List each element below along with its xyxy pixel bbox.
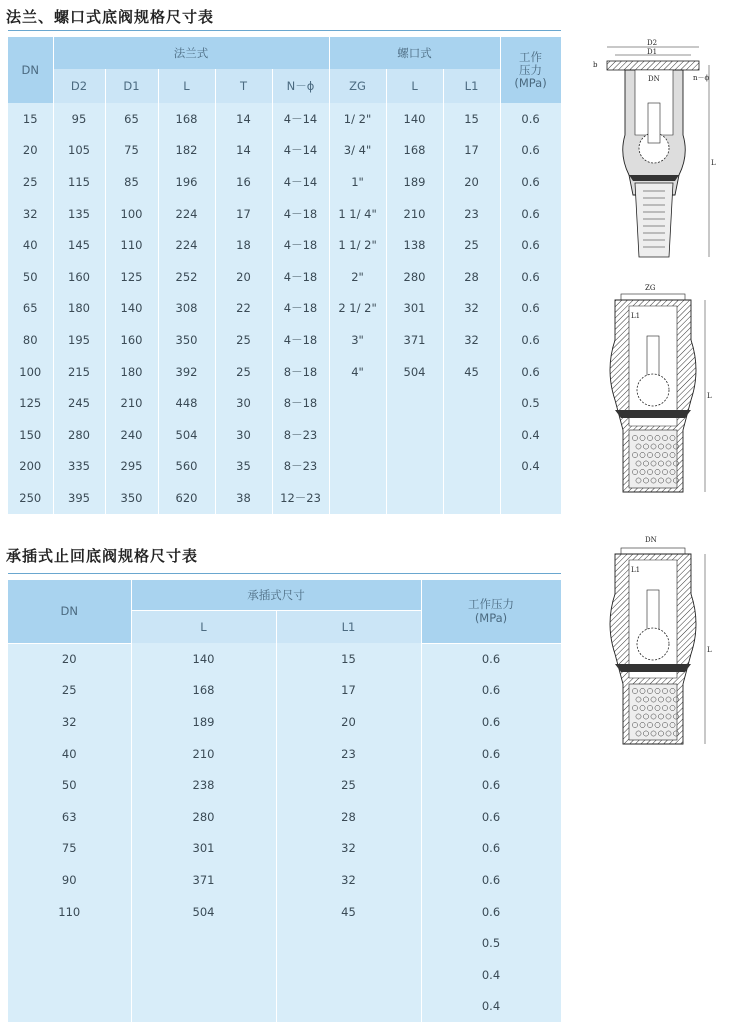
table-cell-l1 <box>276 991 421 1023</box>
table-cell-n: 4－14 <box>272 103 329 135</box>
table-cell-dn: 40 <box>8 738 131 770</box>
table-cell-t: 14 <box>215 135 272 167</box>
table-cell-n: 8－23 <box>272 451 329 483</box>
socket-l1-label: L1 <box>631 566 641 574</box>
flange-d1-label: D1 <box>647 48 658 56</box>
table-row <box>8 419 561 451</box>
table-cell-t: 35 <box>215 451 272 483</box>
table-cell-dn: 25 <box>8 166 53 198</box>
thread-valve-diagram <box>585 280 725 500</box>
table-cell-l: 280 <box>131 801 276 833</box>
table-cell-zg: 1 1/ 4" <box>329 198 386 230</box>
table-cell-t: 16 <box>215 166 272 198</box>
table-cell-p: 0.6 <box>421 864 561 896</box>
table-cell-d1: 160 <box>105 324 158 356</box>
section2-title: 承插式止回底阀规格尺寸表 <box>6 547 199 565</box>
table-cell-tl1: 28 <box>443 261 500 293</box>
header2-socket-group: 承插式尺寸 <box>131 580 421 610</box>
table-cell-p: 0.6 <box>500 229 561 261</box>
table-cell-tl: 168 <box>386 135 443 167</box>
table-cell-p: 0.6 <box>421 643 561 675</box>
table-cell-d1: 110 <box>105 229 158 261</box>
table-cell-p: 0.6 <box>500 166 561 198</box>
table-cell-l1: 28 <box>276 801 421 833</box>
socket-valve-diagram <box>585 528 725 753</box>
table-cell-tl <box>386 482 443 514</box>
table-cell-tl1 <box>443 451 500 483</box>
table-cell-dn: 32 <box>8 706 131 738</box>
thread-zg-label: ZG <box>645 284 656 292</box>
table-cell-tl <box>386 419 443 451</box>
table-cell-l <box>131 991 276 1023</box>
table-cell-n: 4－18 <box>272 261 329 293</box>
table-cell-p: 0.6 <box>500 356 561 388</box>
table-cell-l1 <box>276 927 421 959</box>
table-cell-d1: 210 <box>105 387 158 419</box>
table-row <box>8 387 561 419</box>
table-cell-d1: 295 <box>105 451 158 483</box>
table-row <box>8 927 561 959</box>
table-cell-tl: 371 <box>386 324 443 356</box>
table-cell-tl1: 15 <box>443 103 500 135</box>
table-cell-d2: 395 <box>53 482 105 514</box>
table-cell-tl1: 17 <box>443 135 500 167</box>
header-thread-group: 螺口式 <box>329 37 500 69</box>
header2-pressure-unit: (MPa) <box>474 611 508 626</box>
table-cell-n: 4－14 <box>272 166 329 198</box>
table-cell-d2: 215 <box>53 356 105 388</box>
table-cell-l <box>131 959 276 991</box>
table-row <box>8 135 561 167</box>
table-cell-l: 238 <box>131 769 276 801</box>
table-cell-l1: 15 <box>276 643 421 675</box>
table-row <box>8 166 561 198</box>
header-thread-col: ZG <box>329 69 386 103</box>
table-cell-n: 8－18 <box>272 387 329 419</box>
table-cell-l1: 25 <box>276 769 421 801</box>
header-dn: DN <box>8 37 53 103</box>
table-cell-d2: 95 <box>53 103 105 135</box>
table-row <box>8 261 561 293</box>
table-cell-l1: 45 <box>276 896 421 928</box>
table-cell-dn: 40 <box>8 229 53 261</box>
table-cell-dn: 20 <box>8 135 53 167</box>
header2-col: L <box>131 610 276 643</box>
table-cell-d1: 75 <box>105 135 158 167</box>
table-cell-zg: 1/ 2" <box>329 103 386 135</box>
table-cell-p: 0.6 <box>500 293 561 325</box>
header-pressure <box>500 37 561 103</box>
table-row <box>8 769 561 801</box>
table-cell-n: 4－18 <box>272 198 329 230</box>
header-flange-col: D1 <box>105 69 158 103</box>
table-cell-t: 25 <box>215 356 272 388</box>
table-cell-l: 448 <box>158 387 215 419</box>
table-cell-tl: 138 <box>386 229 443 261</box>
table-cell-tl1 <box>443 482 500 514</box>
table-row <box>8 675 561 707</box>
table-cell-d2: 280 <box>53 419 105 451</box>
table-cell-l: 504 <box>131 896 276 928</box>
table-cell-p: 0.6 <box>500 103 561 135</box>
header-thread-col: L <box>386 69 443 103</box>
table-cell-d1: 140 <box>105 293 158 325</box>
flange-b-label: b <box>593 61 598 69</box>
table-cell-tl1: 25 <box>443 229 500 261</box>
table-cell-d2: 145 <box>53 229 105 261</box>
table-cell-t: 22 <box>215 293 272 325</box>
flange-d2-label: D2 <box>647 39 658 47</box>
table-cell-dn: 15 <box>8 103 53 135</box>
table-cell-t: 20 <box>215 261 272 293</box>
table-cell-zg <box>329 482 386 514</box>
table-cell-n: 8－23 <box>272 419 329 451</box>
table-cell-dn: 63 <box>8 801 131 833</box>
table-cell-p: 0.4 <box>500 451 561 483</box>
table-cell-dn <box>8 927 131 959</box>
table-cell-tl <box>386 387 443 419</box>
table-cell-l: 189 <box>131 706 276 738</box>
table-cell-d1: 240 <box>105 419 158 451</box>
table-cell-tl1: 20 <box>443 166 500 198</box>
table-cell-t: 30 <box>215 387 272 419</box>
table-row <box>8 356 561 388</box>
table-cell-dn: 65 <box>8 293 53 325</box>
table-cell-dn: 200 <box>8 451 53 483</box>
table-cell-l: 560 <box>158 451 215 483</box>
table-cell-t: 14 <box>215 103 272 135</box>
table-cell-tl1: 32 <box>443 293 500 325</box>
header-flange-col: D2 <box>53 69 105 103</box>
table-cell-zg: 1" <box>329 166 386 198</box>
table-cell-p: 0.6 <box>421 833 561 865</box>
header-thread-col: L1 <box>443 69 500 103</box>
table-cell-n: 4－18 <box>272 324 329 356</box>
table-cell-l: 371 <box>131 864 276 896</box>
table-cell-dn: 32 <box>8 198 53 230</box>
table-cell-p: 0.6 <box>421 738 561 770</box>
socket-l-label: L <box>707 646 712 654</box>
table-cell-p: 0.6 <box>500 261 561 293</box>
table-row <box>8 991 561 1023</box>
table-cell-dn <box>8 959 131 991</box>
table-cell-l1: 32 <box>276 864 421 896</box>
section2-rule <box>8 573 561 574</box>
table-cell-n: 4－14 <box>272 135 329 167</box>
table-cell-d2: 335 <box>53 451 105 483</box>
table-row <box>8 482 561 514</box>
table-cell-dn: 80 <box>8 324 53 356</box>
table-cell-tl1 <box>443 387 500 419</box>
table-cell-l: 308 <box>158 293 215 325</box>
table-row <box>8 229 561 261</box>
table-cell-d1: 65 <box>105 103 158 135</box>
table-cell-t: 25 <box>215 324 272 356</box>
table-cell-zg <box>329 451 386 483</box>
thread-l1-label: L1 <box>631 312 641 320</box>
table-row <box>8 833 561 865</box>
table-cell-zg <box>329 387 386 419</box>
table-cell-p: 0.6 <box>500 135 561 167</box>
table-cell-l: 252 <box>158 261 215 293</box>
header2-pressure <box>421 580 561 643</box>
flange-dn-label: DN <box>648 75 660 83</box>
table-cell-p: 0.6 <box>421 801 561 833</box>
table-cell-d1: 100 <box>105 198 158 230</box>
table-cell-l: 301 <box>131 833 276 865</box>
table-cell-l: 182 <box>158 135 215 167</box>
table-cell-p: 0.4 <box>421 991 561 1023</box>
header2-dn: DN <box>8 580 131 643</box>
header2-pressure-label: 工作压力 <box>468 597 514 612</box>
table-cell-d1: 125 <box>105 261 158 293</box>
table-row <box>8 959 561 991</box>
table-cell-l: 504 <box>158 419 215 451</box>
table-row <box>8 324 561 356</box>
table-cell-l1: 23 <box>276 738 421 770</box>
section1-title: 法兰、螺口式底阀规格尺寸表 <box>6 8 215 26</box>
header-flange-col: N－ϕ <box>272 69 329 103</box>
table-cell-d2: 115 <box>53 166 105 198</box>
table-cell-t: 38 <box>215 482 272 514</box>
table-cell-p: 0.4 <box>500 419 561 451</box>
table-cell-tl: 301 <box>386 293 443 325</box>
table-row <box>8 451 561 483</box>
table-cell-dn: 50 <box>8 769 131 801</box>
table-cell-l1: 20 <box>276 706 421 738</box>
table-cell-dn: 25 <box>8 675 131 707</box>
table-cell-d1: 180 <box>105 356 158 388</box>
table-cell-n: 4－18 <box>272 229 329 261</box>
table-cell-d1: 85 <box>105 166 158 198</box>
table-cell-zg: 4" <box>329 356 386 388</box>
header-flange-col: T <box>215 69 272 103</box>
table-cell-l: 224 <box>158 229 215 261</box>
table-row <box>8 738 561 770</box>
table-cell-t: 30 <box>215 419 272 451</box>
table-cell-d1: 350 <box>105 482 158 514</box>
table-cell-zg: 2 1/ 2" <box>329 293 386 325</box>
header-pressure-unit: (MPa) <box>514 75 547 90</box>
table-cell-tl: 504 <box>386 356 443 388</box>
table-cell-dn: 90 <box>8 864 131 896</box>
table-cell-l: 196 <box>158 166 215 198</box>
section1-rule <box>8 30 561 31</box>
table-cell-p: 0.6 <box>421 769 561 801</box>
flange-l-label: L <box>711 159 716 167</box>
table-cell-d2: 195 <box>53 324 105 356</box>
table-cell-p: 0.4 <box>421 959 561 991</box>
flange-valve-diagram <box>585 35 725 270</box>
table-cell-dn: 75 <box>8 833 131 865</box>
table-cell-p <box>500 482 561 514</box>
table-cell-d2: 245 <box>53 387 105 419</box>
table-cell-dn: 20 <box>8 643 131 675</box>
table-cell-t: 17 <box>215 198 272 230</box>
table-cell-l: 224 <box>158 198 215 230</box>
table-cell-tl1 <box>443 419 500 451</box>
table-cell-l: 210 <box>131 738 276 770</box>
table-cell-l: 140 <box>131 643 276 675</box>
table-cell-zg: 1 1/ 2" <box>329 229 386 261</box>
table-cell-zg: 2" <box>329 261 386 293</box>
table-cell-l: 168 <box>158 103 215 135</box>
table-cell-zg: 3/ 4" <box>329 135 386 167</box>
thread-l-label: L <box>707 392 712 400</box>
table-cell-tl1: 32 <box>443 324 500 356</box>
table-cell-d2: 135 <box>53 198 105 230</box>
table-cell-d2: 105 <box>53 135 105 167</box>
flange-n-label: n－ϕ <box>693 74 710 82</box>
table-cell-p: 0.6 <box>421 706 561 738</box>
table-cell-tl: 140 <box>386 103 443 135</box>
table-cell-n: 8－18 <box>272 356 329 388</box>
table-cell-p: 0.6 <box>421 896 561 928</box>
table-cell-p: 0.6 <box>421 675 561 707</box>
table-cell-l: 392 <box>158 356 215 388</box>
table-cell-l: 168 <box>131 675 276 707</box>
header-flange-group: 法兰式 <box>53 37 329 69</box>
table-cell-d2: 160 <box>53 261 105 293</box>
table-cell-l: 350 <box>158 324 215 356</box>
header2-col: L1 <box>276 610 421 643</box>
table-cell-n: 12－23 <box>272 482 329 514</box>
table-cell-tl1: 45 <box>443 356 500 388</box>
socket-dn-label: DN <box>645 536 657 544</box>
table-cell-l: 620 <box>158 482 215 514</box>
table-row <box>8 103 561 135</box>
table-cell-p: 0.6 <box>500 324 561 356</box>
table-cell-tl: 280 <box>386 261 443 293</box>
table-row <box>8 864 561 896</box>
table-cell-p: 0.6 <box>500 198 561 230</box>
table-cell-tl: 189 <box>386 166 443 198</box>
table-cell-tl1: 23 <box>443 198 500 230</box>
table-cell-tl: 210 <box>386 198 443 230</box>
table-cell-d2: 180 <box>53 293 105 325</box>
table-cell-dn: 250 <box>8 482 53 514</box>
table-row <box>8 643 561 675</box>
table-cell-dn <box>8 991 131 1023</box>
table-cell-zg: 3" <box>329 324 386 356</box>
table-cell-p: 0.5 <box>500 387 561 419</box>
flange-thread-spec-table <box>8 37 562 514</box>
table-cell-t: 18 <box>215 229 272 261</box>
socket-spec-table <box>8 580 562 1022</box>
table-cell-l <box>131 927 276 959</box>
table-cell-tl <box>386 451 443 483</box>
table-cell-dn: 125 <box>8 387 53 419</box>
table-cell-l1: 17 <box>276 675 421 707</box>
table-cell-dn: 110 <box>8 896 131 928</box>
table-cell-p: 0.5 <box>421 927 561 959</box>
table-row <box>8 293 561 325</box>
table-cell-dn: 150 <box>8 419 53 451</box>
table-row <box>8 198 561 230</box>
table-cell-n: 4－18 <box>272 293 329 325</box>
table-cell-l1 <box>276 959 421 991</box>
table-cell-zg <box>329 419 386 451</box>
table-row <box>8 801 561 833</box>
header-pressure-label: 工作压力 <box>519 49 543 77</box>
table-cell-dn: 100 <box>8 356 53 388</box>
table-cell-l1: 32 <box>276 833 421 865</box>
header-flange-col: L <box>158 69 215 103</box>
table-cell-dn: 50 <box>8 261 53 293</box>
table-row <box>8 896 561 928</box>
table-row <box>8 706 561 738</box>
